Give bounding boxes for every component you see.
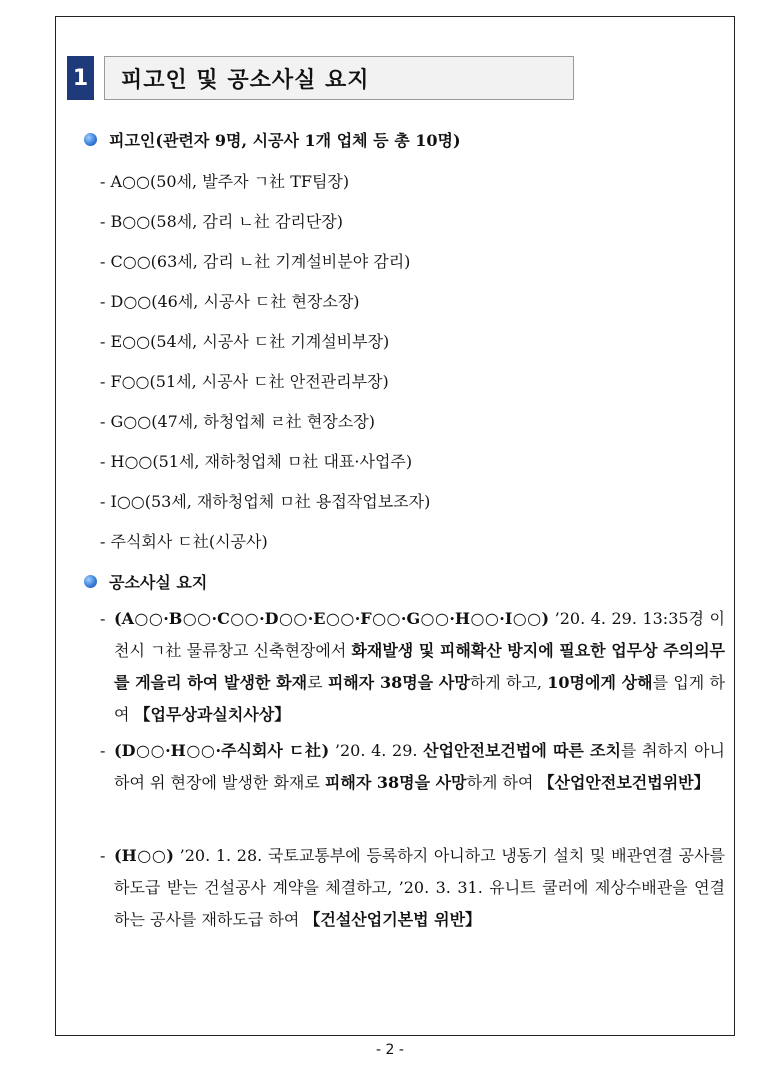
- charge-paragraph-2: [100, 735, 725, 799]
- defendant-item: - F○○(51세, 시공사 ㄷ社 안전관리부장): [100, 372, 389, 391]
- charge-1-defendants: (A○○·B○○·C○○·D○○·E○○·F○○·G○○·H○○·I○○): [114, 609, 550, 628]
- charge-2-victims-death: 피해자 38명을 사망: [324, 773, 467, 792]
- charge-1-emphasis: 화재발생 및 피해확산 방지에 필요한 업무상 주의의무를 게을리 하여 발생한 화재: [114, 641, 725, 692]
- charge-paragraph-1: [100, 603, 725, 731]
- charge-1-text: ’20. 4. 29. 13:35경 이천시 ㄱ社 물류창고 신축현장에서: [114, 609, 725, 660]
- charge-2-text: 를 취하지 아니하여 위 현장에 발생한 화재로: [114, 741, 725, 792]
- defendant-item: - B○○(58세, 감리 ㄴ社 감리단장): [100, 212, 344, 231]
- charge-3-offense: 【건설산업기본법 위반】: [304, 910, 482, 929]
- section-title: 피고인 및 공소사실 요지: [121, 67, 370, 93]
- defendant-item: - G○○(47세, 하청업체 ㄹ社 현장소장): [100, 412, 375, 431]
- dash-marker: -: [100, 609, 106, 628]
- defendant-item: - I○○(53세, 재하청업체 ㅁ社 용접작업보조자): [100, 492, 431, 511]
- section-number: 1: [67, 56, 94, 100]
- charge-1-victims-injury: 10명에게 상해: [547, 673, 653, 692]
- charge-2-text: 하게 하여: [466, 773, 539, 792]
- charge-1-victims-death: 피해자 38명을 사망: [327, 673, 470, 692]
- charge-3-text: ’20. 1. 28. 국토교통부에 등록하지 아니하고 냉동기 설치 및 배관연결 공사를 하도급 받는 건설공사 계약을 체결하고, ’20. 3. 31. 유니트 쿨러에 제상수배관을 연결하는 공사를 재하도급 하여: [114, 846, 725, 929]
- charges-heading-text: 공소사실 요지: [109, 573, 208, 592]
- charges-heading: [84, 570, 207, 593]
- charge-1-offense: 【업무상과실치사상】: [134, 705, 291, 724]
- defendant-item: - C○○(63세, 감리 ㄴ社 기계설비분야 감리): [100, 252, 411, 271]
- defendant-item: - D○○(46세, 시공사 ㄷ社 현장소장): [100, 292, 360, 311]
- blue-bullet-icon: [84, 133, 97, 146]
- dash-marker: -: [100, 741, 106, 760]
- defendants-heading-text: 피고인(관련자 9명, 시공사 1개 업체 등 총 10명): [109, 131, 461, 150]
- charge-2-defendants: (D○○·H○○·주식회사 ㄷ社): [114, 741, 330, 760]
- defendant-item: - E○○(54세, 시공사 ㄷ社 기계설비부장): [100, 332, 390, 351]
- charge-paragraph-3: [100, 840, 725, 936]
- charge-1-text: 하게 하고,: [469, 673, 548, 692]
- defendant-item: - A○○(50세, 발주자 ㄱ社 TF팀장): [100, 172, 350, 191]
- charge-2-text: ’20. 4. 29.: [329, 741, 424, 760]
- charge-1-text: 로: [307, 673, 328, 692]
- section-title-box: [104, 56, 574, 100]
- charge-2-emphasis: 산업안전보건법에 따른 조치: [423, 741, 621, 760]
- defendant-item: - H○○(51세, 재하청업체 ㅁ社 대표·사업주): [100, 452, 413, 471]
- charge-3-defendants: (H○○): [114, 846, 174, 865]
- charge-1-text: 를 입게 하여: [114, 673, 725, 724]
- defendant-item-company: - 주식회사 ㄷ社(시공사): [100, 532, 268, 551]
- dash-marker: -: [100, 846, 106, 865]
- defendants-heading: [84, 128, 461, 151]
- section-header: [67, 56, 574, 102]
- charge-2-offense: 【산업안전보건법위반】: [538, 773, 710, 792]
- page-number: - 2 -: [376, 1042, 404, 1058]
- blue-bullet-icon: [84, 575, 97, 588]
